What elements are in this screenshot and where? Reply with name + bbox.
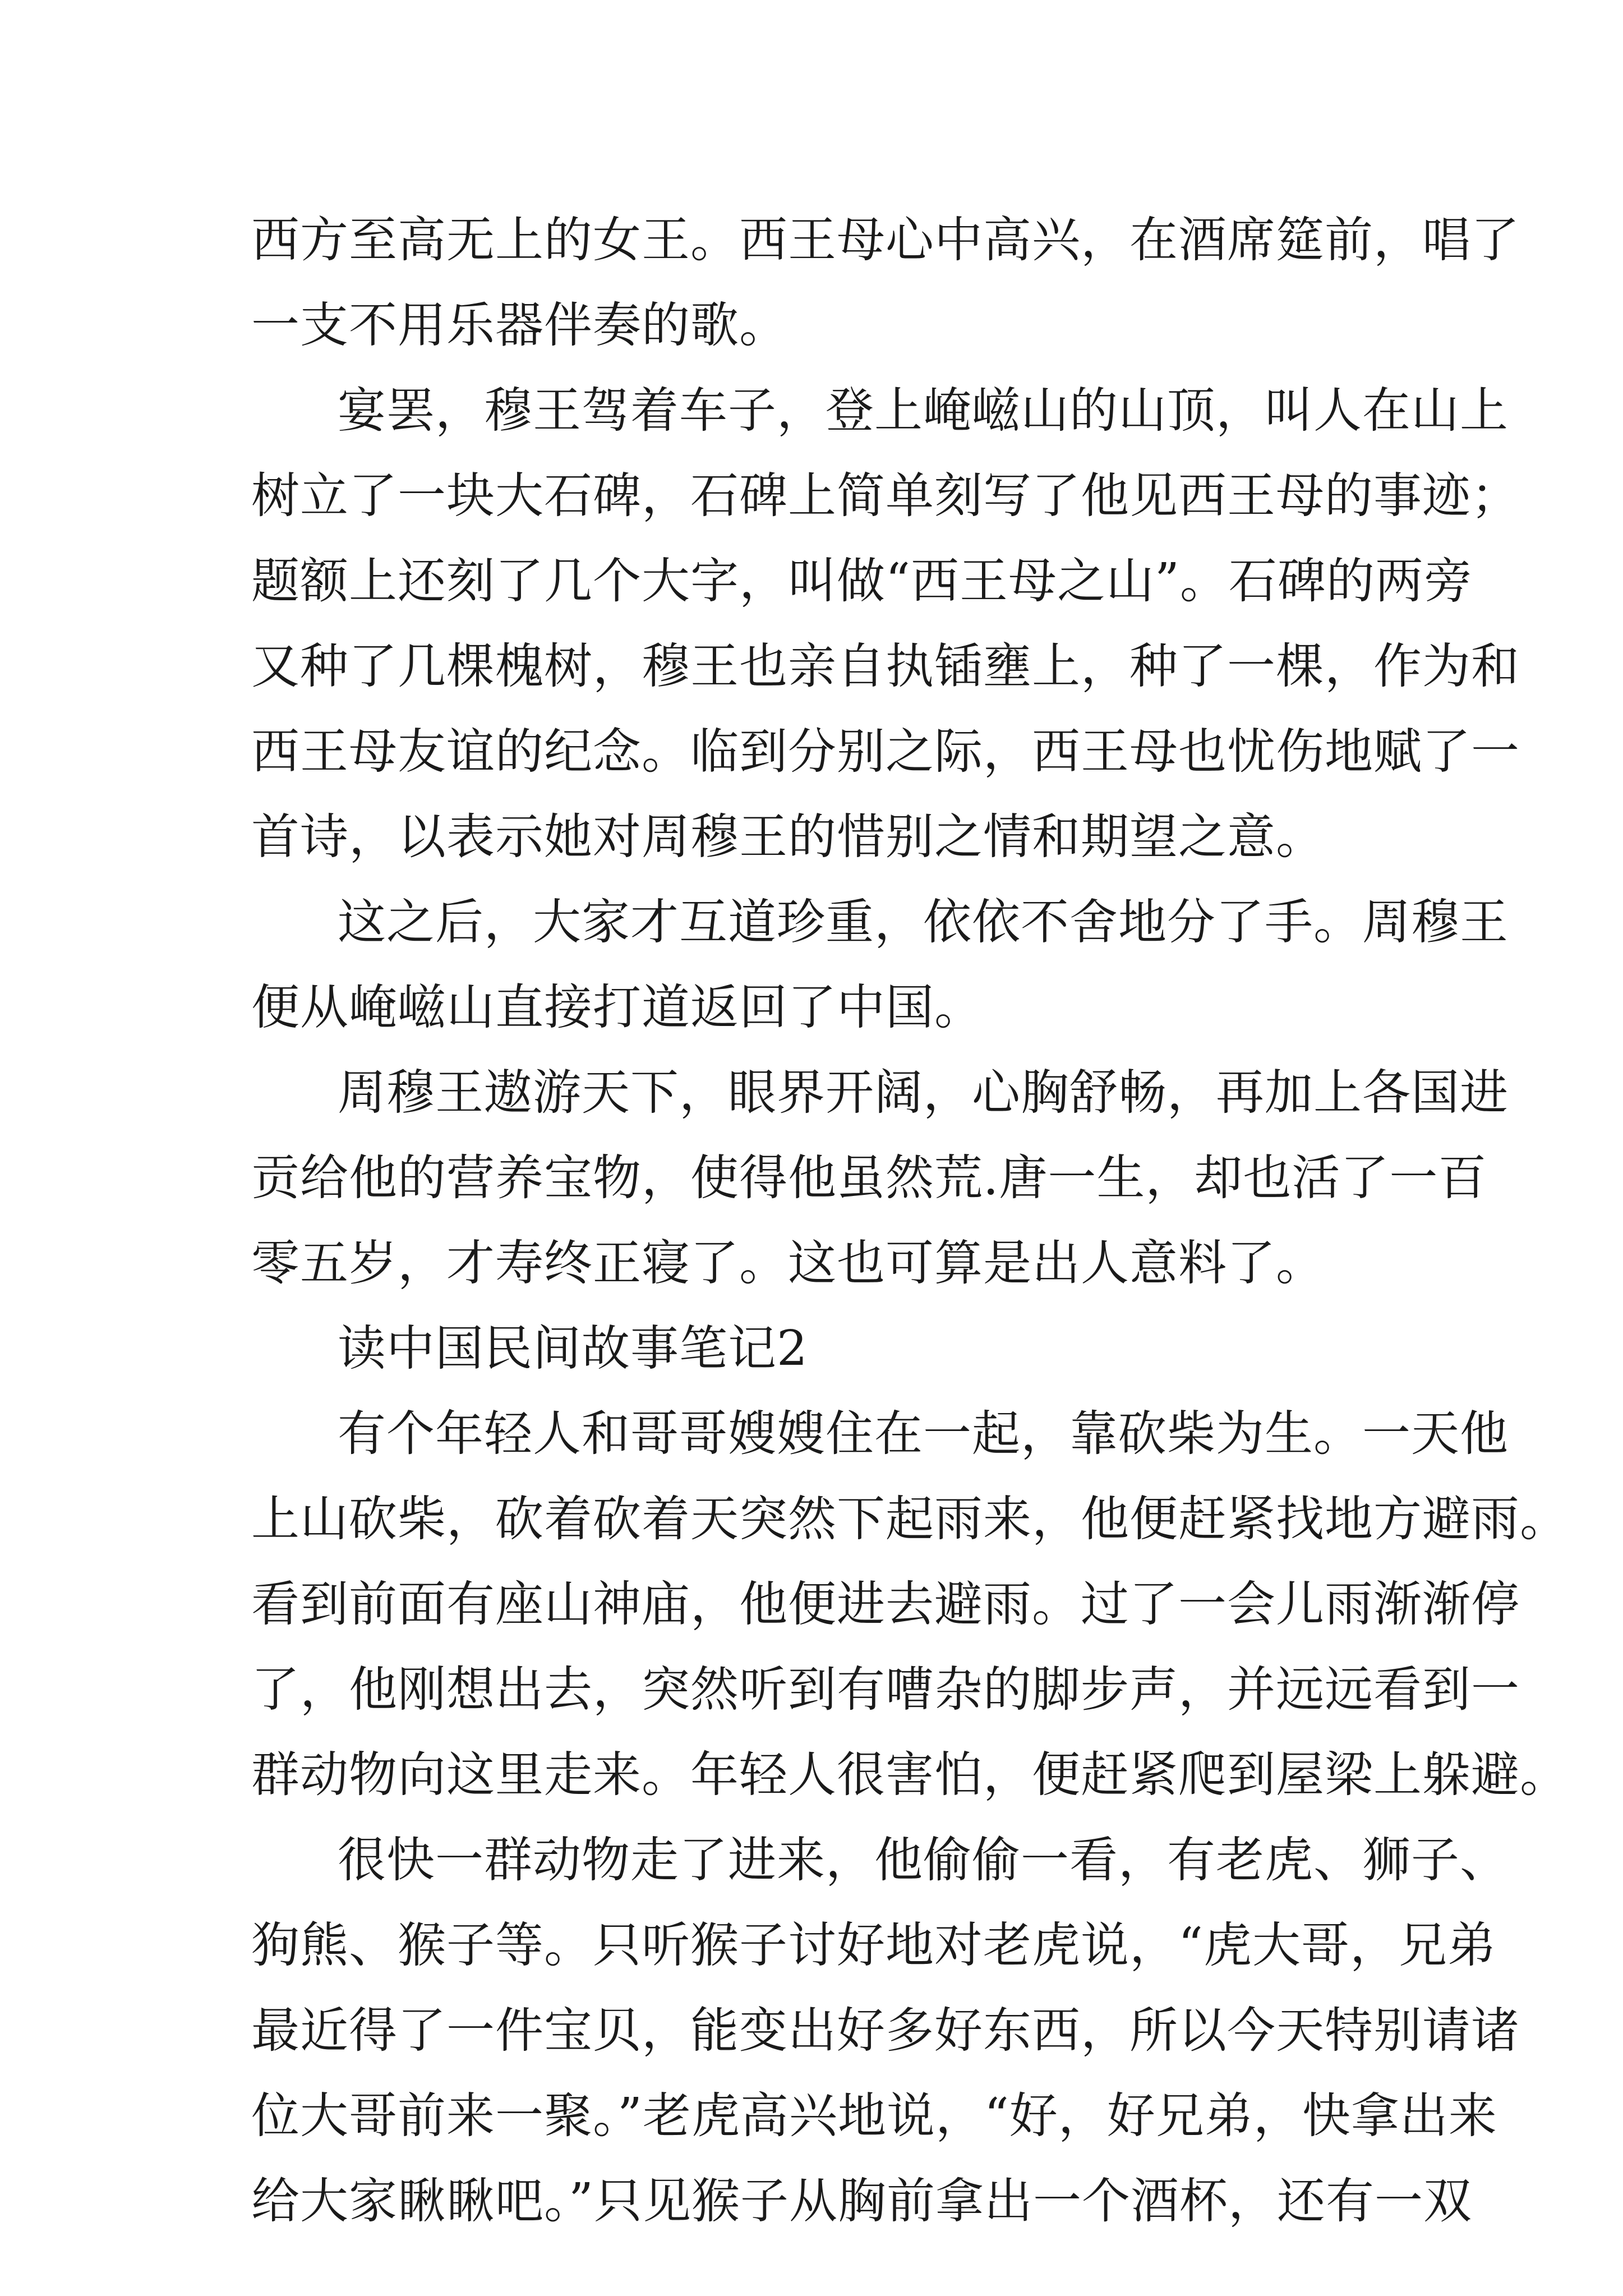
text-line: 群动物向这里走来。年轻人很害怕，便赶紧爬到屋梁上躲避。 [251,1747,1569,1803]
text-line: 很快一群动物走了进来，他偷偷一看，有老虎、狮子、 [338,1832,1509,1888]
text-line: 西王母友谊的纪念。临到分别之际，西王母也忧伤地赋了一 [251,724,1520,780]
text-line: 便从崦嵫山直接打道返回了中国。 [251,979,983,1036]
text-line: 又种了几棵槐树，穆王也亲自执锸壅上，种了一棵，作为和 [251,638,1520,694]
text-line: 一支不用乐器伴奏的歌。 [251,297,788,353]
text-line: 狗熊、猴子等。只听猴子讨好地对老虎说，“虎大哥，兄弟 [251,1917,1496,1973]
text-line: 宴罢，穆王驾着车子，登上崦嵫山的山顶，叫人在山上 [338,383,1509,439]
text-line: 看到前面有座山神庙，他便进去避雨。过了一会儿雨渐渐停 [251,1576,1520,1632]
text-line: 树立了一块大石碑，石碑上简单刻写了他见西王母的事迹； [251,468,1520,524]
text-line: 西方至高无上的女王。西王母心中高兴，在酒席筵前，唱了 [251,212,1520,268]
section-heading: 读中国民间故事笔记2 [338,1320,808,1377]
text-line: 周穆王遨游天下，眼界开阔，心胸舒畅，再加上各国进 [338,1065,1509,1121]
text-line: 了，他刚想出去，突然听到有嘈杂的脚步声，并远远看到一 [251,1662,1520,1718]
text-line: 位大哥前来一聚。”老虎高兴地说，“好，好兄弟，快拿出来 [251,2088,1497,2144]
text-line: 这之后，大家才互道珍重，依依不舍地分了手。周穆王 [338,894,1509,950]
text-line: 首诗，以表示她对周穆王的惜别之情和期望之意。 [251,809,1325,865]
text-line: 最近得了一件宝贝，能变出好多好东西，所以今天特别请诸 [251,2003,1520,2059]
text-line: 零五岁，才寿终正寝了。这也可算是出人意料了。 [251,1235,1325,1291]
text-line: 上山砍柴，砍着砍着天突然下起雨来，他便赶紧找地方避雨。 [251,1491,1569,1547]
text-line: 贡给他的营养宝物，使得他虽然荒.唐一生，却也活了一百 [251,1150,1487,1206]
text-line: 题额上还刻了几个大字，叫做“西王母之山”。石碑的两旁 [251,553,1473,609]
text-line: 有个年轻人和哥哥嫂嫂住在一起，靠砍柴为生。一天他 [338,1406,1509,1462]
text-line: 给大家瞅瞅吧。”只见猴子从胸前拿出一个酒杯，还有一双 [251,2173,1472,2229]
document-body [251,197,1569,2244]
